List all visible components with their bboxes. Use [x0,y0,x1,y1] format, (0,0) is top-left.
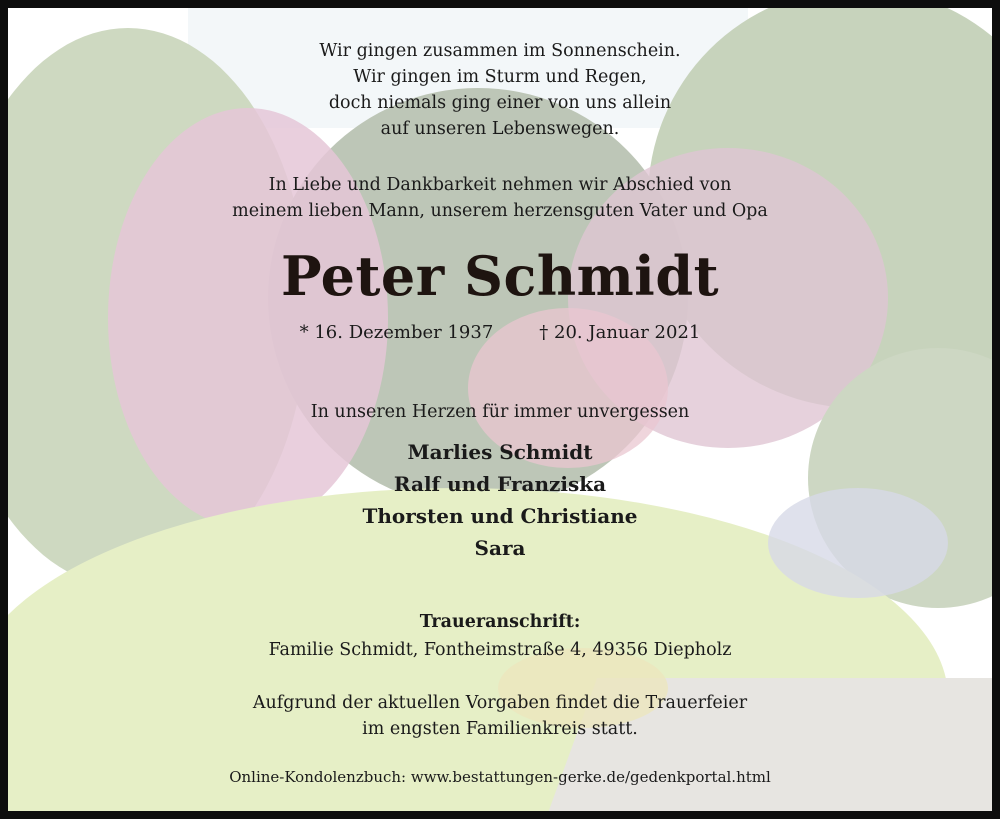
birth-date: * 16. Dezember 1937 [299,322,494,343]
death-date: † 20. Januar 2021 [539,322,701,343]
poem-line: Wir gingen zusammen im Sonnenschein. [319,41,681,61]
mourners-intro: In unseren Herzen für immer unvergessen [310,402,690,422]
ceremony-notice-line: im engsten Familienkreis statt. [362,719,638,739]
mourner-name: Marlies Schmidt [407,440,593,464]
mourner-name: Sara [474,536,526,560]
poem-line: doch niemals ging einer von uns allein [328,93,672,113]
mourner-name: Thorsten und Christiane [362,504,638,528]
mourner-name: Ralf und Franziska [393,472,607,496]
life-dates [8,322,992,343]
mourning-address-title: Traueranschrift: [419,612,581,632]
ceremony-notice-line: Aufgrund der aktuellen Vorgaben findet die Trauerfeier [252,693,748,713]
notice-text-block [8,8,992,811]
mourning-address: Familie Schmidt, Fontheimstraße 4, 49356 Diepholz [268,640,732,660]
deceased-name: Peter Schmidt [280,244,720,308]
farewell-intro-line: meinem lieben Mann, unserem herzensguten Vater und Opa [232,201,768,221]
online-condolence-link[interactable]: Online-Kondolenzbuch: www.bestattungen-gerke.de/gedenkportal.html [229,768,771,786]
poem-line: Wir gingen im Sturm und Regen, [353,67,647,87]
farewell-intro-line: In Liebe und Dankbarkeit nehmen wir Abschied von [268,175,732,195]
poem-line: auf unseren Lebenswegen. [380,119,620,139]
